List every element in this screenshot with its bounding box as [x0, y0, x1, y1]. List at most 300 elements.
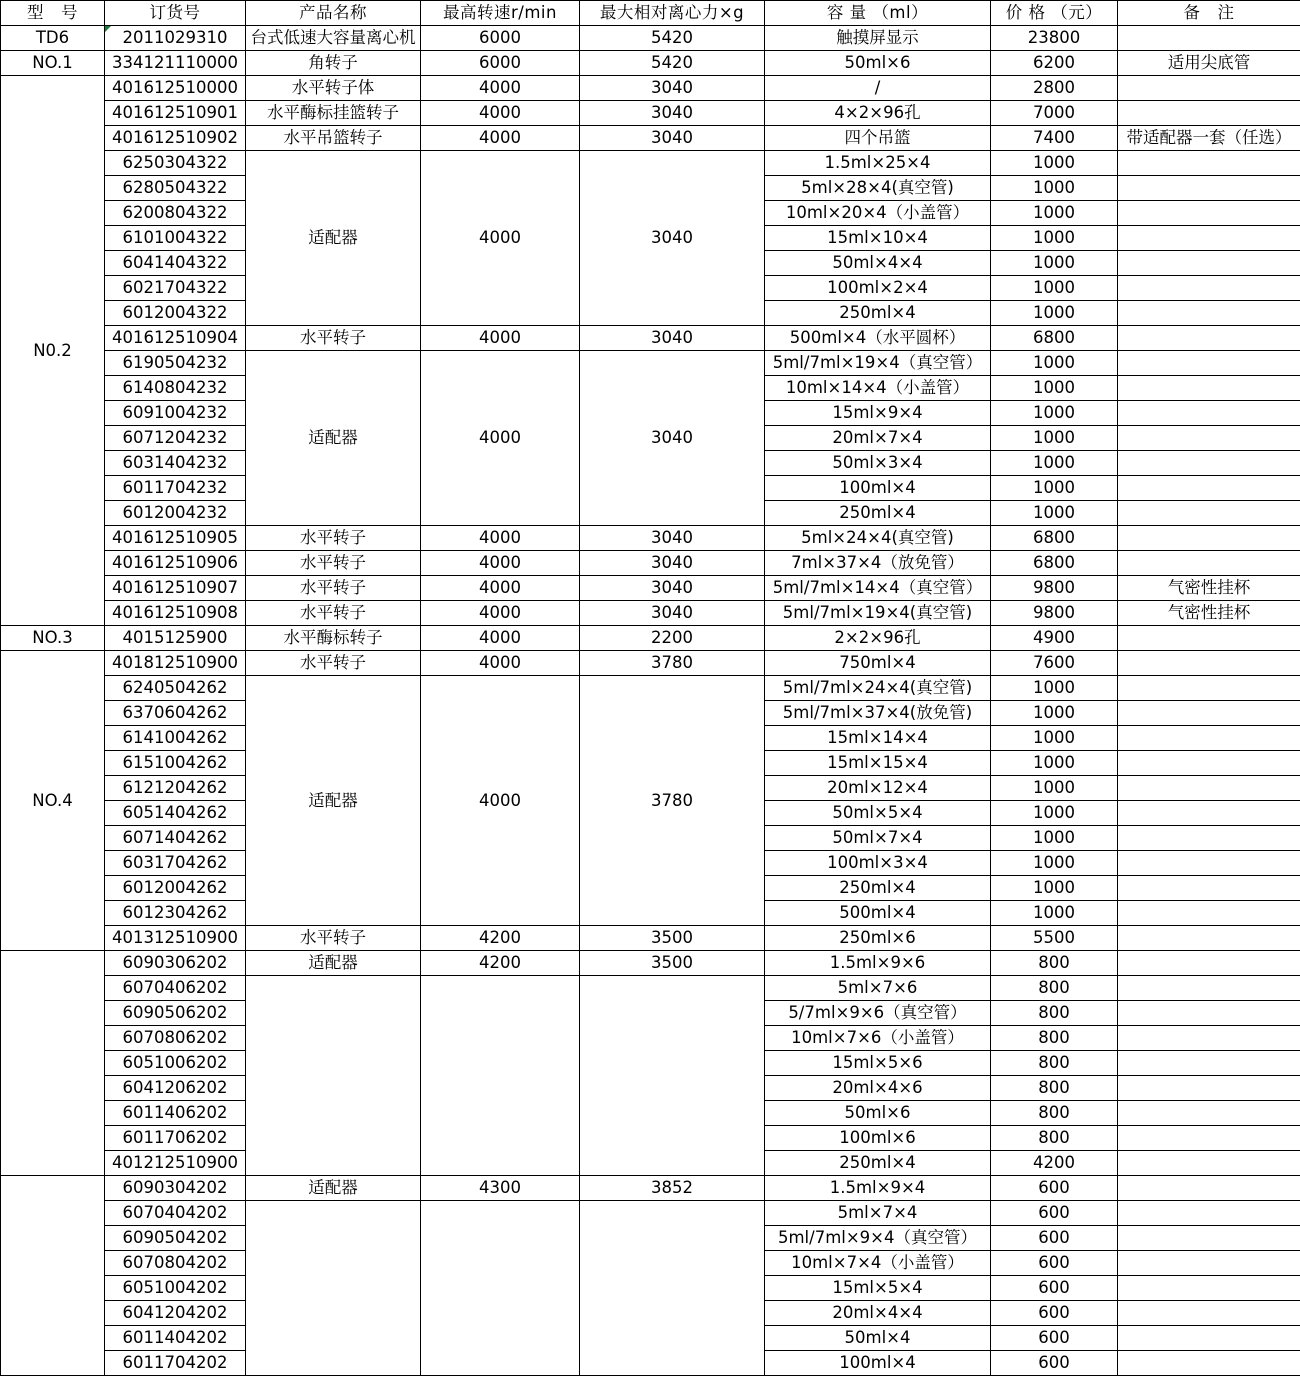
product-name-cell: 适配器 [246, 151, 421, 326]
model-cell: TD6 [1, 26, 105, 51]
table-row [1, 26, 1300, 51]
max-speed-cell [421, 976, 580, 1176]
max-speed-cell: 4000 [421, 351, 580, 526]
remark-cell [1118, 926, 1300, 951]
price-cell: 1000 [991, 401, 1118, 426]
table-row [1, 651, 1300, 676]
order-no-cell: 6090304202 [105, 1176, 246, 1201]
price-cell: 1000 [991, 726, 1118, 751]
order-no-cell: 334121110000 [105, 51, 246, 76]
order-no-cell: 401612510906 [105, 551, 246, 576]
remark-cell [1118, 101, 1300, 126]
table-row [1, 51, 1300, 76]
table-row [1, 626, 1300, 651]
order-no-cell: 6101004322 [105, 226, 246, 251]
order-no-cell: 6090306202 [105, 951, 246, 976]
price-cell: 800 [991, 1101, 1118, 1126]
remark-cell [1118, 626, 1300, 651]
capacity-cell: 15ml×10×4 [765, 226, 991, 251]
capacity-cell: 5ml/7ml×9×4（真空管） [765, 1226, 991, 1251]
order-no-cell: 6070406202 [105, 976, 246, 1001]
order-no-cell: 401612510901 [105, 101, 246, 126]
order-no-cell: 6070804202 [105, 1251, 246, 1276]
remark-cell [1118, 151, 1300, 176]
price-cell: 4200 [991, 1151, 1118, 1176]
order-no-cell: 401312510900 [105, 926, 246, 951]
order-no-cell: 401612510905 [105, 526, 246, 551]
max-speed-cell [421, 1201, 580, 1376]
order-no-cell: 401612510907 [105, 576, 246, 601]
capacity-cell: / [765, 76, 991, 101]
product-name-cell: 水平吊篮转子 [246, 126, 421, 151]
order-no-cell: 6011404202 [105, 1326, 246, 1351]
price-cell: 1000 [991, 501, 1118, 526]
capacity-cell: 10ml×14×4（小盖管） [765, 376, 991, 401]
max-rcf-cell: 3040 [580, 526, 765, 551]
capacity-cell: 5ml/7ml×14×4（真空管） [765, 576, 991, 601]
max-speed-cell: 6000 [421, 51, 580, 76]
product-name-cell [246, 976, 421, 1176]
capacity-cell: 触摸屏显示 [765, 26, 991, 51]
order-no-cell: 6070404202 [105, 1201, 246, 1226]
order-no-cell: 6011706202 [105, 1126, 246, 1151]
capacity-cell: 100ml×3×4 [765, 851, 991, 876]
capacity-cell: 10ml×20×4（小盖管） [765, 201, 991, 226]
table-row [1, 126, 1300, 151]
order-no-cell: 401812510900 [105, 651, 246, 676]
capacity-cell: 20ml×4×4 [765, 1301, 991, 1326]
capacity-cell: 5ml×7×6 [765, 976, 991, 1001]
product-name-cell: 适配器 [246, 1176, 421, 1201]
capacity-cell: 250ml×4 [765, 501, 991, 526]
table-body [1, 26, 1300, 1376]
capacity-cell: 100ml×4 [765, 1351, 991, 1376]
order-no-cell: 6151004262 [105, 751, 246, 776]
order-no-cell: 6041404322 [105, 251, 246, 276]
max-rcf-cell: 3040 [580, 126, 765, 151]
max-speed-cell: 4000 [421, 101, 580, 126]
remark-cell [1118, 426, 1300, 451]
price-cell: 1000 [991, 226, 1118, 251]
price-cell: 600 [991, 1201, 1118, 1226]
order-no-cell: 6200804322 [105, 201, 246, 226]
remark-cell [1118, 951, 1300, 976]
max-rcf-cell: 3040 [580, 76, 765, 101]
table-row [1, 1201, 1300, 1226]
price-cell: 800 [991, 1076, 1118, 1101]
remark-cell [1118, 1201, 1300, 1226]
price-cell: 6800 [991, 551, 1118, 576]
max-rcf-cell: 5420 [580, 26, 765, 51]
table-row [1, 926, 1300, 951]
remark-cell [1118, 976, 1300, 1001]
remark-cell [1118, 376, 1300, 401]
price-cell: 1000 [991, 776, 1118, 801]
max-speed-cell: 6000 [421, 26, 580, 51]
order-no-cell: 401612510902 [105, 126, 246, 151]
remark-cell [1118, 201, 1300, 226]
max-speed-cell: 4000 [421, 601, 580, 626]
max-rcf-cell: 3780 [580, 676, 765, 926]
remark-cell [1118, 1176, 1300, 1201]
remark-cell [1118, 301, 1300, 326]
max-speed-cell: 4000 [421, 526, 580, 551]
capacity-cell: 50ml×6 [765, 1101, 991, 1126]
table-row [1, 551, 1300, 576]
table-row [1, 526, 1300, 551]
header-order-no: 订货号 [105, 1, 246, 26]
max-speed-cell: 4000 [421, 626, 580, 651]
max-rcf-cell: 3852 [580, 1176, 765, 1201]
capacity-cell: 50ml×5×4 [765, 801, 991, 826]
product-name-cell: 水平转子 [246, 601, 421, 626]
capacity-cell: 10ml×7×4（小盖管） [765, 1251, 991, 1276]
order-no-cell: 6370604262 [105, 701, 246, 726]
remark-cell [1118, 1101, 1300, 1126]
price-cell: 600 [991, 1176, 1118, 1201]
capacity-cell: 50ml×6 [765, 51, 991, 76]
max-rcf-cell: 3040 [580, 101, 765, 126]
table-row [1, 151, 1300, 176]
max-speed-cell: 4000 [421, 76, 580, 101]
max-rcf-cell: 3500 [580, 951, 765, 976]
order-no-cell: 6011704202 [105, 1351, 246, 1376]
capacity-cell: 20ml×4×6 [765, 1076, 991, 1101]
remark-cell: 气密性挂杯 [1118, 576, 1300, 601]
capacity-cell: 15ml×15×4 [765, 751, 991, 776]
order-no-cell: 6051006202 [105, 1051, 246, 1076]
price-cell: 600 [991, 1251, 1118, 1276]
order-no-cell: 6280504322 [105, 176, 246, 201]
model-cell: N0.2 [1, 76, 105, 626]
max-rcf-cell: 3040 [580, 576, 765, 601]
price-cell: 2800 [991, 76, 1118, 101]
remark-cell [1118, 1251, 1300, 1276]
price-cell: 1000 [991, 376, 1118, 401]
max-speed-cell: 4200 [421, 951, 580, 976]
remark-cell [1118, 226, 1300, 251]
max-speed-cell: 4000 [421, 651, 580, 676]
capacity-cell: 100ml×6 [765, 1126, 991, 1151]
remark-cell [1118, 326, 1300, 351]
order-no-cell: 6021704322 [105, 276, 246, 301]
product-name-cell: 适配器 [246, 676, 421, 926]
price-cell: 600 [991, 1276, 1118, 1301]
capacity-cell: 100ml×2×4 [765, 276, 991, 301]
order-no-cell: 6012004232 [105, 501, 246, 526]
capacity-cell: 2×2×96孔 [765, 626, 991, 651]
product-name-cell: 适配器 [246, 951, 421, 976]
max-rcf-cell: 3780 [580, 651, 765, 676]
remark-cell [1118, 476, 1300, 501]
capacity-cell: 20ml×12×4 [765, 776, 991, 801]
max-speed-cell: 4000 [421, 676, 580, 926]
table-row [1, 976, 1300, 1001]
capacity-cell: 250ml×4 [765, 301, 991, 326]
header-row [1, 1, 1300, 26]
max-rcf-cell: 3040 [580, 351, 765, 526]
table-row [1, 351, 1300, 376]
capacity-cell: 750ml×4 [765, 651, 991, 676]
remark-cell [1118, 701, 1300, 726]
max-rcf-cell: 3040 [580, 551, 765, 576]
price-cell: 4900 [991, 626, 1118, 651]
capacity-cell: 15ml×5×6 [765, 1051, 991, 1076]
capacity-cell: 15ml×5×4 [765, 1276, 991, 1301]
price-cell: 1000 [991, 826, 1118, 851]
order-no-cell: 6012304262 [105, 901, 246, 926]
order-no-cell: 6141004262 [105, 726, 246, 751]
order-no-cell: 6071404262 [105, 826, 246, 851]
remark-cell [1118, 501, 1300, 526]
price-cell: 1000 [991, 901, 1118, 926]
remark-cell: 气密性挂杯 [1118, 601, 1300, 626]
header-price: 价 格 （元） [991, 1, 1118, 26]
order-no-cell: 6012004262 [105, 876, 246, 901]
max-speed-cell: 4200 [421, 926, 580, 951]
price-cell: 1000 [991, 426, 1118, 451]
capacity-cell: 5ml×28×4(真空管) [765, 176, 991, 201]
order-no-cell: 6012004322 [105, 301, 246, 326]
price-cell: 1000 [991, 751, 1118, 776]
order-no-cell: 6240504262 [105, 676, 246, 701]
order-no-cell: 6121204262 [105, 776, 246, 801]
capacity-cell: 500ml×4 [765, 901, 991, 926]
order-no-cell: 6070806202 [105, 1026, 246, 1051]
capacity-cell: 50ml×4 [765, 1326, 991, 1351]
capacity-cell: 1.5ml×25×4 [765, 151, 991, 176]
remark-cell [1118, 1126, 1300, 1151]
remark-cell [1118, 1051, 1300, 1076]
price-cell: 6800 [991, 326, 1118, 351]
table-row [1, 601, 1300, 626]
order-no-cell: 401212510900 [105, 1151, 246, 1176]
max-rcf-cell [580, 976, 765, 1176]
price-cell: 1000 [991, 151, 1118, 176]
max-rcf-cell: 2200 [580, 626, 765, 651]
price-cell: 23800 [991, 26, 1118, 51]
remark-cell [1118, 1151, 1300, 1176]
product-name-cell: 台式低速大容量离心机 [246, 26, 421, 51]
remark-cell [1118, 276, 1300, 301]
capacity-cell: 250ml×6 [765, 926, 991, 951]
price-cell: 800 [991, 976, 1118, 1001]
price-cell: 600 [991, 1351, 1118, 1376]
capacity-cell: 5ml/7ml×37×4(放免管) [765, 701, 991, 726]
order-no-cell: 6041204202 [105, 1301, 246, 1326]
capacity-cell: 四个吊篮 [765, 126, 991, 151]
product-name-cell: 水平转子体 [246, 76, 421, 101]
table-row [1, 101, 1300, 126]
remark-cell [1118, 851, 1300, 876]
table-row [1, 326, 1300, 351]
capacity-cell: 20ml×7×4 [765, 426, 991, 451]
remark-cell [1118, 901, 1300, 926]
capacity-cell: 4×2×96孔 [765, 101, 991, 126]
price-cell: 800 [991, 1026, 1118, 1051]
product-name-cell: 水平转子 [246, 576, 421, 601]
price-cell: 1000 [991, 201, 1118, 226]
order-no-cell: 6090506202 [105, 1001, 246, 1026]
product-name-cell: 水平酶标转子 [246, 626, 421, 651]
remark-cell [1118, 1301, 1300, 1326]
price-cell: 800 [991, 951, 1118, 976]
price-cell: 1000 [991, 701, 1118, 726]
capacity-cell: 15ml×9×4 [765, 401, 991, 426]
capacity-cell: 5/7ml×9×6（真空管） [765, 1001, 991, 1026]
order-no-cell: 6071204232 [105, 426, 246, 451]
remark-cell [1118, 1351, 1300, 1376]
remark-cell [1118, 1001, 1300, 1026]
remark-cell [1118, 826, 1300, 851]
capacity-cell: 5ml×7×4 [765, 1201, 991, 1226]
order-no-cell: 6031404232 [105, 451, 246, 476]
model-cell [1, 951, 105, 1176]
product-name-cell: 水平酶标挂篮转子 [246, 101, 421, 126]
price-cell: 1000 [991, 851, 1118, 876]
price-cell: 6200 [991, 51, 1118, 76]
price-cell: 1000 [991, 876, 1118, 901]
price-cell: 1000 [991, 476, 1118, 501]
order-no-cell: 6090504202 [105, 1226, 246, 1251]
order-no-cell: 2011029310 [105, 26, 246, 51]
remark-cell [1118, 676, 1300, 701]
max-speed-cell: 4000 [421, 151, 580, 326]
capacity-cell: 5ml/7ml×19×4（真空管） [765, 351, 991, 376]
remark-cell [1118, 176, 1300, 201]
remark-cell [1118, 526, 1300, 551]
max-rcf-cell: 3040 [580, 326, 765, 351]
product-name-cell [246, 1201, 421, 1376]
remark-cell: 适用尖底管 [1118, 51, 1300, 76]
price-cell: 800 [991, 1126, 1118, 1151]
price-cell: 1000 [991, 801, 1118, 826]
capacity-cell: 250ml×4 [765, 1151, 991, 1176]
max-speed-cell: 4000 [421, 326, 580, 351]
remark-cell [1118, 726, 1300, 751]
capacity-cell: 50ml×3×4 [765, 451, 991, 476]
order-no-cell: 401612510908 [105, 601, 246, 626]
remark-cell [1118, 1326, 1300, 1351]
max-rcf-cell: 3040 [580, 601, 765, 626]
max-speed-cell: 4000 [421, 126, 580, 151]
capacity-cell: 1.5ml×9×6 [765, 951, 991, 976]
product-name-cell: 水平转子 [246, 326, 421, 351]
max-speed-cell: 4300 [421, 1176, 580, 1201]
remark-cell [1118, 551, 1300, 576]
capacity-cell: 10ml×7×6（小盖管） [765, 1026, 991, 1051]
header-remark: 备 注 [1118, 1, 1300, 26]
table-row [1, 1176, 1300, 1201]
price-cell: 1000 [991, 451, 1118, 476]
order-no-cell: 6190504232 [105, 351, 246, 376]
capacity-cell: 5ml×24×4(真空管) [765, 526, 991, 551]
model-cell: NO.4 [1, 651, 105, 951]
order-no-cell: 6051004202 [105, 1276, 246, 1301]
remark-cell: 带适配器一套（任选） [1118, 126, 1300, 151]
order-no-cell: 6041206202 [105, 1076, 246, 1101]
price-cell: 1000 [991, 176, 1118, 201]
price-cell: 800 [991, 1051, 1118, 1076]
order-no-cell: 4015125900 [105, 626, 246, 651]
product-name-cell: 水平转子 [246, 926, 421, 951]
capacity-cell: 250ml×4 [765, 876, 991, 901]
price-cell: 600 [991, 1301, 1118, 1326]
remark-cell [1118, 801, 1300, 826]
price-cell: 9800 [991, 601, 1118, 626]
header-max-speed: 最高转速r/min [421, 1, 580, 26]
remark-cell [1118, 76, 1300, 101]
price-cell: 7000 [991, 101, 1118, 126]
max-rcf-cell: 3040 [580, 151, 765, 326]
price-cell: 1000 [991, 301, 1118, 326]
price-cell: 600 [991, 1226, 1118, 1251]
capacity-cell: 1.5ml×9×4 [765, 1176, 991, 1201]
table-row [1, 76, 1300, 101]
capacity-cell: 50ml×7×4 [765, 826, 991, 851]
price-cell: 1000 [991, 676, 1118, 701]
price-cell: 9800 [991, 576, 1118, 601]
capacity-cell: 7ml×37×4（放免管） [765, 551, 991, 576]
max-speed-cell: 4000 [421, 551, 580, 576]
remark-cell [1118, 451, 1300, 476]
price-cell: 800 [991, 1001, 1118, 1026]
table-row [1, 576, 1300, 601]
price-cell: 600 [991, 1326, 1118, 1351]
price-cell: 6800 [991, 526, 1118, 551]
price-cell: 7600 [991, 651, 1118, 676]
remark-cell [1118, 401, 1300, 426]
product-name-cell: 角转子 [246, 51, 421, 76]
order-no-cell: 401612510904 [105, 326, 246, 351]
capacity-cell: 5ml/7ml×24×4(真空管) [765, 676, 991, 701]
table-row [1, 676, 1300, 701]
price-cell: 7400 [991, 126, 1118, 151]
price-cell: 1000 [991, 276, 1118, 301]
max-rcf-cell: 3500 [580, 926, 765, 951]
capacity-cell: 100ml×4 [765, 476, 991, 501]
remark-cell [1118, 1226, 1300, 1251]
price-cell: 5500 [991, 926, 1118, 951]
product-name-cell: 水平转子 [246, 551, 421, 576]
price-cell: 1000 [991, 251, 1118, 276]
remark-cell [1118, 251, 1300, 276]
capacity-cell: 15ml×14×4 [765, 726, 991, 751]
model-cell [1, 1176, 105, 1376]
remark-cell [1118, 26, 1300, 51]
order-no-cell: 6031704262 [105, 851, 246, 876]
model-cell: NO.3 [1, 626, 105, 651]
header-capacity: 容 量 （ml） [765, 1, 991, 26]
order-no-cell: 6051404262 [105, 801, 246, 826]
order-no-cell: 6011704232 [105, 476, 246, 501]
order-no-cell: 6250304322 [105, 151, 246, 176]
remark-cell [1118, 751, 1300, 776]
table-row [1, 951, 1300, 976]
header-model: 型 号 [1, 1, 105, 26]
product-name-cell: 适配器 [246, 351, 421, 526]
remark-cell [1118, 1076, 1300, 1101]
order-no-cell: 6140804232 [105, 376, 246, 401]
max-speed-cell: 4000 [421, 576, 580, 601]
order-no-cell: 6091004232 [105, 401, 246, 426]
remark-cell [1118, 1026, 1300, 1051]
order-no-cell: 6011406202 [105, 1101, 246, 1126]
capacity-cell: 50ml×4×4 [765, 251, 991, 276]
product-name-cell: 水平转子 [246, 651, 421, 676]
price-cell: 1000 [991, 351, 1118, 376]
remark-cell [1118, 776, 1300, 801]
